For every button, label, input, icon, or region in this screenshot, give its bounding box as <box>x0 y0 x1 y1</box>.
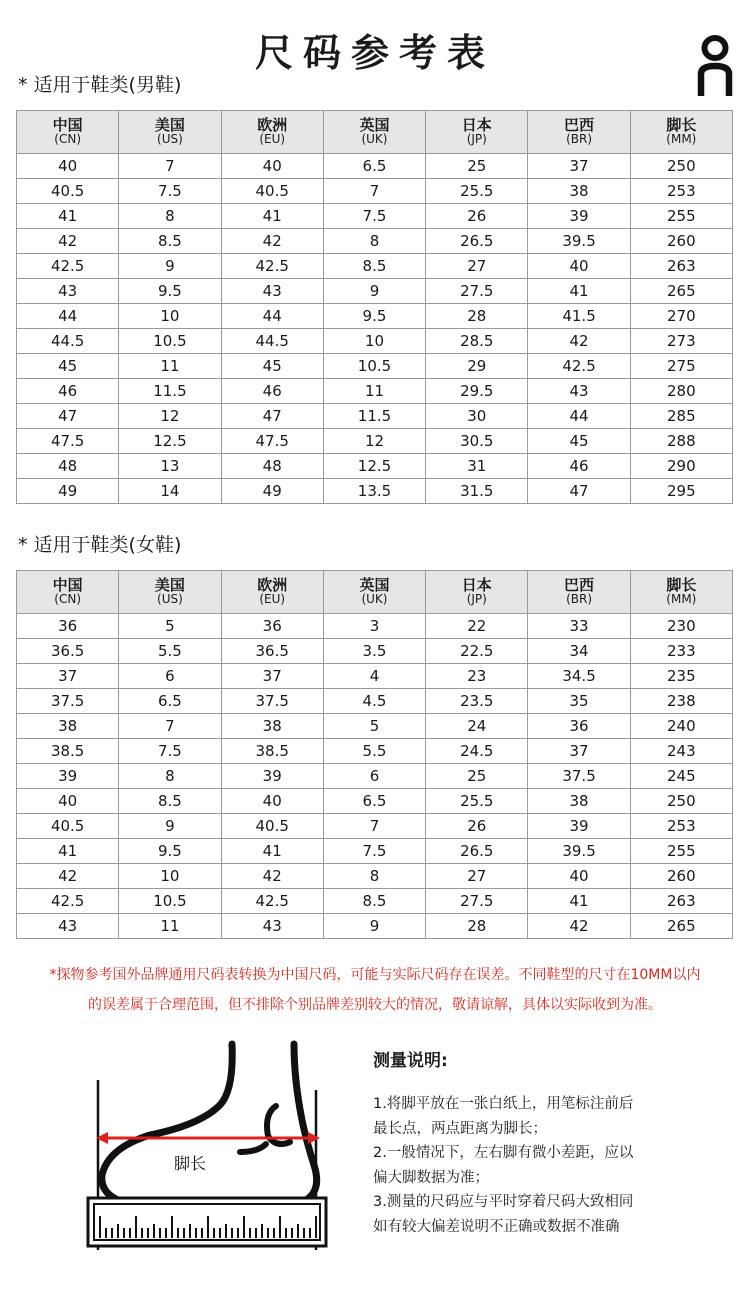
table-cell: 31.5 <box>426 479 528 504</box>
table-cell: 49 <box>17 479 119 504</box>
table-cell: 7 <box>323 179 425 204</box>
table-cell: 9 <box>323 914 425 939</box>
header-en: (CN) <box>54 592 81 606</box>
table-cell: 6 <box>323 764 425 789</box>
table-row <box>17 639 733 664</box>
page-title: 尺码参考表 <box>254 31 495 75</box>
header-zh: 巴西 <box>564 116 595 134</box>
measure-line: 3.测量的尺码应与平时穿着尺码大致相同 <box>373 1194 634 1210</box>
header-zh: 脚长 <box>666 116 697 134</box>
table-cell: 22.5 <box>426 639 528 664</box>
table-cell: 26.5 <box>426 229 528 254</box>
foot-length-label: 脚长 <box>173 1154 207 1173</box>
table-cell: 34.5 <box>528 664 630 689</box>
table-cell: 30 <box>426 404 528 429</box>
table-cell: 6 <box>119 664 221 689</box>
header-en: (JP) <box>466 592 487 606</box>
table-cell: 47 <box>528 479 630 504</box>
women-section-label: * 适用于鞋类(女鞋) <box>18 534 182 556</box>
table-cell: 33 <box>528 614 630 639</box>
table-cell: 47 <box>17 404 119 429</box>
table-cell: 7.5 <box>323 204 425 229</box>
table-cell: 29.5 <box>426 379 528 404</box>
table-cell: 295 <box>630 479 732 504</box>
header-zh: 美国 <box>154 576 185 594</box>
header-en: (EU) <box>259 592 286 606</box>
table-cell: 31 <box>426 454 528 479</box>
table-cell: 41 <box>17 839 119 864</box>
table-cell: 48 <box>221 454 323 479</box>
header-zh: 美国 <box>154 116 185 134</box>
table-row <box>17 864 733 889</box>
table-cell: 41 <box>221 204 323 229</box>
table-cell: 3 <box>323 614 425 639</box>
table-cell: 40.5 <box>221 814 323 839</box>
table-cell: 37 <box>528 739 630 764</box>
table-cell: 24.5 <box>426 739 528 764</box>
table-row <box>17 789 733 814</box>
table-cell: 46 <box>221 379 323 404</box>
measure-instructions <box>373 1092 703 1239</box>
women-header-cell <box>528 571 630 614</box>
table-cell: 14 <box>119 479 221 504</box>
table-cell: 9 <box>119 814 221 839</box>
table-row <box>17 204 733 229</box>
table-cell: 45 <box>17 354 119 379</box>
table-cell: 42.5 <box>221 889 323 914</box>
table-cell: 3.5 <box>323 639 425 664</box>
men-header-cell <box>528 111 630 154</box>
table-cell: 42.5 <box>528 354 630 379</box>
table-cell: 7.5 <box>119 739 221 764</box>
table-cell: 39.5 <box>528 229 630 254</box>
header-en: (UK) <box>361 592 388 606</box>
table-cell: 44.5 <box>17 329 119 354</box>
women-header-cell <box>119 571 221 614</box>
table-cell: 25 <box>426 764 528 789</box>
header-en: (US) <box>157 132 183 146</box>
table-cell: 11.5 <box>119 379 221 404</box>
table-cell: 27 <box>426 254 528 279</box>
disclaimer-line-1: *探物参考国外品牌通用尺码表转换为中国尺码，可能与实际尺码存在误差。不同鞋型的尺寸在10MM以内 <box>49 967 701 983</box>
table-cell: 46 <box>528 454 630 479</box>
table-row <box>17 689 733 714</box>
table-cell: 250 <box>630 789 732 814</box>
table-cell: 43 <box>221 279 323 304</box>
table-cell: 12 <box>323 429 425 454</box>
table-cell: 35 <box>528 689 630 714</box>
table-cell: 270 <box>630 304 732 329</box>
table-cell: 8 <box>323 229 425 254</box>
women-header-cell <box>17 571 119 614</box>
table-cell: 11 <box>119 354 221 379</box>
table-cell: 273 <box>630 329 732 354</box>
header-zh: 英国 <box>359 116 390 134</box>
women-size-table <box>16 570 733 939</box>
table-cell: 40 <box>528 254 630 279</box>
table-cell: 243 <box>630 739 732 764</box>
table-cell: 13.5 <box>323 479 425 504</box>
table-cell: 285 <box>630 404 732 429</box>
header-en: (CN) <box>54 132 81 146</box>
table-cell: 44 <box>17 304 119 329</box>
table-cell: 10 <box>323 329 425 354</box>
table-cell: 39 <box>528 204 630 229</box>
table-cell: 5.5 <box>119 639 221 664</box>
table-cell: 26 <box>426 814 528 839</box>
table-cell: 23 <box>426 664 528 689</box>
table-cell: 37 <box>221 664 323 689</box>
header-en: (EU) <box>259 132 286 146</box>
measure-line: 1.将脚平放在一张白纸上，用笔标注前后 <box>373 1096 634 1112</box>
table-cell: 8 <box>119 204 221 229</box>
table-cell: 41 <box>221 839 323 864</box>
table-cell: 28 <box>426 914 528 939</box>
table-cell: 4.5 <box>323 689 425 714</box>
table-row <box>17 179 733 204</box>
table-cell: 263 <box>630 254 732 279</box>
table-cell: 43 <box>221 914 323 939</box>
table-cell: 10.5 <box>119 329 221 354</box>
header-en: (BR) <box>566 592 593 606</box>
table-cell: 12 <box>119 404 221 429</box>
table-row <box>17 739 733 764</box>
table-cell: 38.5 <box>17 739 119 764</box>
table-row <box>17 479 733 504</box>
foot-measure-illustration <box>80 1040 340 1255</box>
table-cell: 40 <box>528 864 630 889</box>
table-cell: 253 <box>630 814 732 839</box>
table-cell: 290 <box>630 454 732 479</box>
table-cell: 250 <box>630 154 732 179</box>
table-cell: 240 <box>630 714 732 739</box>
table-cell: 42.5 <box>17 889 119 914</box>
table-cell: 28 <box>426 304 528 329</box>
table-cell: 288 <box>630 429 732 454</box>
table-row <box>17 454 733 479</box>
measure-line: 偏大脚数据为准； <box>373 1169 489 1186</box>
table-cell: 260 <box>630 864 732 889</box>
table-cell: 10.5 <box>323 354 425 379</box>
table-cell: 43 <box>528 379 630 404</box>
table-cell: 9 <box>119 254 221 279</box>
table-cell: 36.5 <box>221 639 323 664</box>
table-cell: 40 <box>221 154 323 179</box>
table-cell: 11.5 <box>323 404 425 429</box>
header-zh: 英国 <box>359 576 390 594</box>
table-row <box>17 889 733 914</box>
table-cell: 26.5 <box>426 839 528 864</box>
table-cell: 47 <box>221 404 323 429</box>
table-cell: 245 <box>630 764 732 789</box>
table-cell: 265 <box>630 279 732 304</box>
table-cell: 27.5 <box>426 279 528 304</box>
men-header-cell <box>323 111 425 154</box>
table-cell: 8.5 <box>119 229 221 254</box>
table-cell: 23.5 <box>426 689 528 714</box>
table-row <box>17 664 733 689</box>
table-cell: 42 <box>221 229 323 254</box>
table-cell: 12.5 <box>323 454 425 479</box>
on-brand-logo <box>692 30 738 100</box>
table-row <box>17 304 733 329</box>
table-cell: 38 <box>221 714 323 739</box>
table-cell: 41 <box>528 889 630 914</box>
table-cell: 36 <box>221 614 323 639</box>
table-row <box>17 254 733 279</box>
table-cell: 9.5 <box>323 304 425 329</box>
table-cell: 8.5 <box>323 254 425 279</box>
table-cell: 42 <box>221 864 323 889</box>
header-en: (MM) <box>666 592 697 606</box>
table-cell: 9.5 <box>119 279 221 304</box>
men-header-cell <box>221 111 323 154</box>
table-cell: 25 <box>426 154 528 179</box>
men-header-cell <box>119 111 221 154</box>
table-cell: 8 <box>119 764 221 789</box>
table-cell: 39 <box>17 764 119 789</box>
header-zh: 中国 <box>52 116 83 134</box>
table-row <box>17 429 733 454</box>
table-cell: 11 <box>119 914 221 939</box>
table-row <box>17 404 733 429</box>
disclaimer-line-2: 的误差属于合理范围，但不排除个别品牌差别较大的情况，敬请谅解，具体以实际收到为准。 <box>88 997 662 1013</box>
table-cell: 36 <box>528 714 630 739</box>
table-row <box>17 814 733 839</box>
table-cell: 37 <box>17 664 119 689</box>
table-cell: 43 <box>17 279 119 304</box>
table-cell: 48 <box>17 454 119 479</box>
table-cell: 25.5 <box>426 179 528 204</box>
table-cell: 6.5 <box>323 154 425 179</box>
table-row <box>17 914 733 939</box>
table-cell: 43 <box>17 914 119 939</box>
table-cell: 280 <box>630 379 732 404</box>
table-cell: 45 <box>528 429 630 454</box>
table-cell: 47.5 <box>221 429 323 454</box>
table-cell: 5.5 <box>323 739 425 764</box>
table-cell: 25.5 <box>426 789 528 814</box>
table-cell: 6.5 <box>323 789 425 814</box>
table-cell: 38 <box>528 179 630 204</box>
table-row <box>17 354 733 379</box>
header-zh: 欧洲 <box>257 116 288 134</box>
men-header-cell <box>630 111 732 154</box>
table-cell: 265 <box>630 914 732 939</box>
table-cell: 37.5 <box>17 689 119 714</box>
table-cell: 42 <box>528 329 630 354</box>
table-cell: 42 <box>17 229 119 254</box>
table-cell: 40 <box>221 789 323 814</box>
table-cell: 22 <box>426 614 528 639</box>
table-cell: 42.5 <box>17 254 119 279</box>
table-row <box>17 614 733 639</box>
table-cell: 4 <box>323 664 425 689</box>
table-cell: 233 <box>630 639 732 664</box>
table-cell: 40 <box>17 154 119 179</box>
header-en: (UK) <box>361 132 388 146</box>
table-cell: 40 <box>17 789 119 814</box>
table-cell: 26 <box>426 204 528 229</box>
header-en: (MM) <box>666 132 697 146</box>
header-zh: 中国 <box>52 576 83 594</box>
table-cell: 42 <box>528 914 630 939</box>
table-cell: 24 <box>426 714 528 739</box>
table-cell: 36 <box>17 614 119 639</box>
table-cell: 39 <box>528 814 630 839</box>
women-header-cell <box>426 571 528 614</box>
table-cell: 275 <box>630 354 732 379</box>
header-en: (US) <box>157 592 183 606</box>
table-cell: 260 <box>630 229 732 254</box>
table-cell: 5 <box>323 714 425 739</box>
table-cell: 45 <box>221 354 323 379</box>
table-cell: 44 <box>528 404 630 429</box>
table-cell: 27.5 <box>426 889 528 914</box>
table-cell: 36.5 <box>17 639 119 664</box>
table-row <box>17 714 733 739</box>
table-cell: 263 <box>630 889 732 914</box>
table-cell: 41 <box>17 204 119 229</box>
table-cell: 8.5 <box>119 789 221 814</box>
men-size-table <box>16 110 733 504</box>
measure-line: 2.一般情况下，左右脚有微小差距，应以 <box>373 1145 634 1161</box>
ruler-icon <box>88 1198 326 1246</box>
table-row <box>17 839 733 864</box>
table-cell: 34 <box>528 639 630 664</box>
table-cell: 7.5 <box>323 839 425 864</box>
table-cell: 37 <box>528 154 630 179</box>
table-cell: 38 <box>17 714 119 739</box>
table-cell: 37.5 <box>528 764 630 789</box>
table-cell: 37.5 <box>221 689 323 714</box>
measure-line: 最长点，两点距离为脚长； <box>373 1120 547 1137</box>
table-cell: 238 <box>630 689 732 714</box>
table-cell: 28.5 <box>426 329 528 354</box>
table-row <box>17 229 733 254</box>
table-cell: 10 <box>119 304 221 329</box>
table-cell: 12.5 <box>119 429 221 454</box>
table-cell: 255 <box>630 839 732 864</box>
header-zh: 日本 <box>461 576 492 594</box>
table-cell: 10.5 <box>119 889 221 914</box>
men-header-cell <box>426 111 528 154</box>
table-cell: 41 <box>528 279 630 304</box>
table-cell: 30.5 <box>426 429 528 454</box>
table-cell: 9 <box>323 279 425 304</box>
header-en: (BR) <box>566 132 593 146</box>
table-cell: 46 <box>17 379 119 404</box>
table-cell: 49 <box>221 479 323 504</box>
table-cell: 5 <box>119 614 221 639</box>
table-cell: 6.5 <box>119 689 221 714</box>
table-cell: 38 <box>528 789 630 814</box>
table-cell: 42.5 <box>221 254 323 279</box>
header-zh: 脚长 <box>666 576 697 594</box>
table-cell: 40.5 <box>17 814 119 839</box>
table-row <box>17 279 733 304</box>
table-row <box>17 764 733 789</box>
table-cell: 39 <box>221 764 323 789</box>
table-cell: 11 <box>323 379 425 404</box>
table-cell: 44 <box>221 304 323 329</box>
table-cell: 235 <box>630 664 732 689</box>
header-zh: 日本 <box>461 116 492 134</box>
table-cell: 7 <box>323 814 425 839</box>
table-cell: 253 <box>630 179 732 204</box>
table-cell: 38.5 <box>221 739 323 764</box>
table-cell: 8.5 <box>323 889 425 914</box>
header-zh: 欧洲 <box>257 576 288 594</box>
men-header-cell <box>17 111 119 154</box>
table-cell: 10 <box>119 864 221 889</box>
table-cell: 39.5 <box>528 839 630 864</box>
table-cell: 13 <box>119 454 221 479</box>
table-cell: 42 <box>17 864 119 889</box>
table-cell: 7 <box>119 154 221 179</box>
table-cell: 40.5 <box>221 179 323 204</box>
table-cell: 41.5 <box>528 304 630 329</box>
table-cell: 40.5 <box>17 179 119 204</box>
table-cell: 230 <box>630 614 732 639</box>
men-section-label: * 适用于鞋类(男鞋) <box>18 74 182 96</box>
header-en: (JP) <box>466 132 487 146</box>
header-zh: 巴西 <box>564 576 595 594</box>
table-cell: 8 <box>323 864 425 889</box>
table-cell: 27 <box>426 864 528 889</box>
table-cell: 29 <box>426 354 528 379</box>
table-row <box>17 154 733 179</box>
women-header-cell <box>323 571 425 614</box>
table-cell: 47.5 <box>17 429 119 454</box>
women-header-cell <box>221 571 323 614</box>
measure-title: 测量说明: <box>373 1051 448 1071</box>
table-cell: 44.5 <box>221 329 323 354</box>
table-cell: 7 <box>119 714 221 739</box>
measure-line: 如有较大偏差说明不正确或数据不准确 <box>373 1218 620 1235</box>
table-row <box>17 329 733 354</box>
table-cell: 7.5 <box>119 179 221 204</box>
table-cell: 255 <box>630 204 732 229</box>
table-cell: 9.5 <box>119 839 221 864</box>
women-header-cell <box>630 571 732 614</box>
table-row <box>17 379 733 404</box>
